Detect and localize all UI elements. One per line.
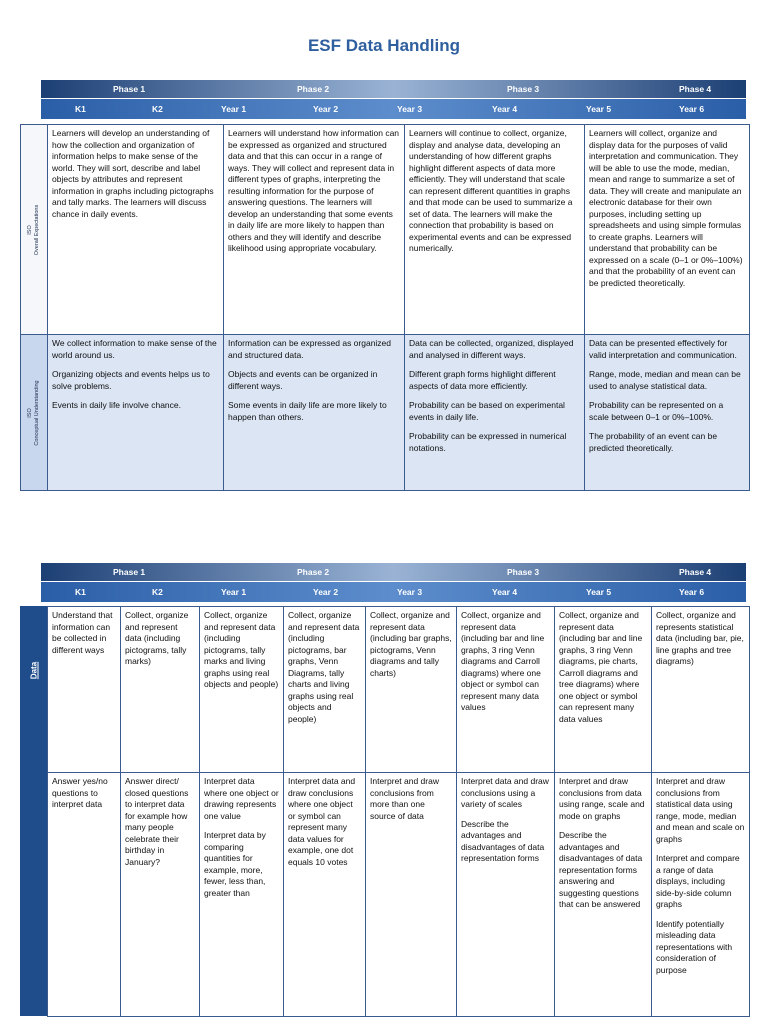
- phase-header-bar: [41, 563, 746, 581]
- page-title: ESF Data Handling: [307, 36, 461, 55]
- year-header-bar: [41, 98, 746, 119]
- year-k2-label: K2: [152, 104, 163, 114]
- phase-4-label: Phase 4: [679, 84, 712, 94]
- table-cell: [284, 773, 366, 1017]
- table-cell: [224, 335, 405, 491]
- data-interpretation-row: [48, 773, 750, 1017]
- year-header-bar: [41, 581, 746, 602]
- table-cell: [585, 335, 750, 491]
- table-cell: [585, 125, 750, 335]
- data-strand-label: Data: [29, 661, 39, 680]
- cell-text: Data can be collected, organized, displayed and analysed in different ways.: [409, 338, 574, 360]
- year-1-label: Year 1: [221, 104, 247, 114]
- cell-text: Answer yes/no questions to interpret data: [52, 776, 108, 809]
- cell-text: Range, mode, median and mean can be used to analyse statistical data.: [589, 369, 741, 391]
- cell-text: Objects and events can be organized in different ways.: [228, 369, 378, 391]
- overall-expectations-side: [21, 125, 48, 335]
- conceptual-understanding-side: [21, 335, 48, 491]
- table-cell: [284, 607, 366, 773]
- year-2-label: Year 2: [313, 587, 339, 597]
- table-cell: [48, 335, 224, 491]
- cell-text: Some events in daily life are more likely to happen than others.: [228, 400, 387, 422]
- cell-text: Interpret and draw conclusions from data using range, scale and mode on graphs: [559, 776, 645, 821]
- cell-text: Collect, organize and represents statistical data (including bar, pie, line graphs and tree diagrams): [656, 610, 744, 666]
- cell-text: Interpret and draw conclusions from statistical data using range, mode, median and mean and scale on graphs: [656, 776, 745, 844]
- table-cell: [48, 773, 121, 1017]
- table-cell: [48, 607, 121, 773]
- cell-text: Understand that information can be collected in different ways: [52, 610, 113, 655]
- data-collection-row: [48, 607, 750, 773]
- side-label-text: Conceptual Understanding: [34, 379, 40, 446]
- side-label: [27, 204, 41, 254]
- cell-text: Collect, organize and represent data (including bar and line graphs, 3 ring Venn diagrams and Carroll diagrams) where one object or symbol can represent many data values: [461, 610, 545, 712]
- table-cell: [366, 773, 457, 1017]
- side-label-text: Overall Expectations: [34, 204, 40, 255]
- cell-text: Describe the advantages and disadvantages of data representation forms: [461, 818, 545, 863]
- year-6-label: Year 6: [679, 104, 705, 114]
- cell-text: Events in daily life involve chance.: [52, 400, 181, 410]
- table-cell: [200, 607, 284, 773]
- overall-expectations-row: [21, 125, 750, 335]
- phase-1-label: Phase 1: [113, 567, 146, 577]
- year-4-label: Year 4: [492, 587, 518, 597]
- cell-text: Interpret and draw conclusions from more than one source of data: [370, 776, 439, 821]
- phase-3-label: Phase 3: [507, 567, 540, 577]
- cell-text: Answer direct/ closed questions to interpret data for example how many people celebrate their birthday in January?: [125, 776, 189, 867]
- cell-text: Collect, organize and represent data (including pictograms, bar graphs, Venn Diagrams, tally charts and living graphs using real objects and people): [288, 610, 360, 724]
- year-k1-label: K1: [75, 104, 86, 114]
- table-cell: [457, 607, 555, 773]
- cell-text: We collect information to make sense of the world around us.: [52, 338, 217, 360]
- side-label-iso: ISO: [27, 407, 33, 418]
- year-2-label: Year 2: [313, 104, 339, 114]
- year-k1-label: K1: [75, 587, 86, 597]
- year-6-label: Year 6: [679, 587, 705, 597]
- table-cell: [121, 773, 200, 1017]
- cell-text: Data can be presented effectively for valid interpretation and communication.: [589, 338, 737, 360]
- year-3-label: Year 3: [397, 587, 423, 597]
- year-5-label: Year 5: [586, 587, 612, 597]
- cell-text: Interpret and compare a range of data displays, including side-by-side column graphs: [656, 853, 740, 909]
- phase-2-label: Phase 2: [297, 567, 330, 577]
- table-cell: [652, 773, 750, 1017]
- phase-4-label: Phase 4: [679, 567, 712, 577]
- conceptual-understanding-row: [21, 335, 750, 491]
- table-cell: [48, 125, 224, 335]
- cell-text: Probability can be represented on a scale between 0–1 or 0%–100%.: [589, 400, 724, 422]
- year-1-label: Year 1: [221, 587, 247, 597]
- year-3-label: Year 3: [397, 104, 423, 114]
- cell-text: Interpret data and draw conclusions where one object or symbol can represent many data values for example, one dot equals 10 votes: [288, 776, 356, 867]
- cell-text: Collect, organize and represent data (including pictograms, tally marks and living graphs using real objects and people): [204, 610, 279, 689]
- cell-text: Collect, organize and represent data (including pictograms, tally marks): [125, 610, 189, 666]
- overall-expectations-table: [20, 124, 750, 491]
- cell-text: Interpret data and draw conclusions using a variety of scales: [461, 776, 549, 809]
- cell-text: The probability of an event can be predicted theoretically.: [589, 431, 718, 453]
- data-strand-sidebar: [20, 606, 47, 1016]
- cell-text: Learners will collect, organize and display data for the purposes of valid interpretation and communication. They will be able to use the mode, median, mean and range to summarize a set of data. They will create and manipulate an electronic database for their own purposes, including setting up spreadsheets and using simple formulas to create graphs. Learners will understand that probability can be expressed on a scale (0–1 or 0%–100%) and that the probability of an event can be predicted theoretically.: [589, 128, 743, 288]
- year-k2-label: K2: [152, 587, 163, 597]
- data-strand-table: [47, 606, 750, 1017]
- cell-text: Describe the advantages and disadvantages of data representation forms answering and suggesting questions that can be answered: [559, 830, 643, 909]
- cell-text: Organizing objects and events helps us to solve problems.: [52, 369, 210, 391]
- cell-text: Interpret data by comparing quantities for example, more, fewer, less than, greater than: [204, 830, 266, 898]
- cell-text: Learners will understand how information can be expressed as organized and structured data and that this can occur in a range of ways. They will collect and represent data in different types of graphs, interpreting the resulting information for the purpose of answering questions. The learners will develop an understanding that some events in daily life are more likely to happen than others and they will identify and describe likelihood using appropriate vocabulary.: [228, 128, 400, 253]
- table-cell: [224, 125, 405, 335]
- cell-text: Information can be expressed as organized and structured data.: [228, 338, 392, 360]
- cell-text: Learners will develop an understanding of how the collection and organization of information helps to make sense of the world. They will sort, describe and label objects by attributes and represent information in graphs including pictographs and tally marks. The learners will discuss chance in daily events.: [52, 128, 214, 219]
- table-cell: [366, 607, 457, 773]
- table-cell: [457, 773, 555, 1017]
- cell-text: Different graph forms highlight different aspects of data more efficiently.: [409, 369, 556, 391]
- cell-text: Collect, organize and represent data (including bar graphs, pictograms, Venn diagrams and tally charts): [370, 610, 452, 678]
- year-4-label: Year 4: [492, 104, 518, 114]
- phase-1-label: Phase 1: [113, 84, 146, 94]
- cell-text: Interpret data where one object or drawing represents one value: [204, 776, 279, 821]
- table-cell: [405, 335, 585, 491]
- phase-header-bar: [41, 80, 746, 98]
- table-cell: [405, 125, 585, 335]
- phase-2-label: Phase 2: [297, 84, 330, 94]
- table-cell: [555, 773, 652, 1017]
- year-5-label: Year 5: [586, 104, 612, 114]
- cell-text: Probability can be based on experimental events in daily life.: [409, 400, 565, 422]
- cell-text: Identify potentially misleading data representations with consideration of purpose: [656, 918, 733, 975]
- side-label-iso: ISO: [27, 224, 33, 235]
- cell-text: Probability can be expressed in numerical notations.: [409, 431, 567, 453]
- cell-text: Collect, organize and represent data (including bar and line graphs, 3 ring Venn diagrams, pie charts, Carroll diagrams and tree diagrams) where one object or symbol can represent many data values: [559, 610, 643, 724]
- cell-text: Learners will continue to collect, organize, display and analyse data, developing an understanding of how different graphs highlight different aspects of data more efficiently. They will understand that scale can represent different quantities in graphs and that mode can be used to summarize a set of data. The learners will make the connection that probability is based on experimental events and can be expressed numerically.: [409, 128, 573, 253]
- side-label: [27, 380, 41, 445]
- table-cell: [555, 607, 652, 773]
- table-cell: [121, 607, 200, 773]
- table-cell: [652, 607, 750, 773]
- table-cell: [200, 773, 284, 1017]
- phase-3-label: Phase 3: [507, 84, 540, 94]
